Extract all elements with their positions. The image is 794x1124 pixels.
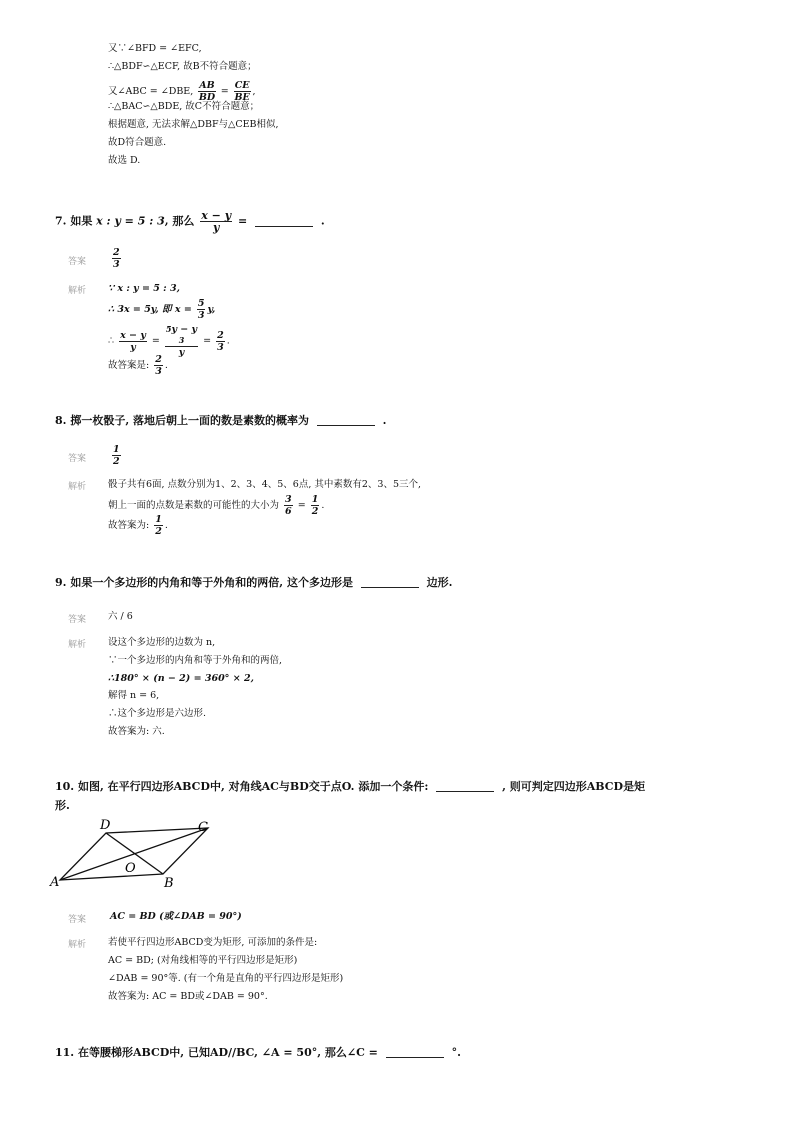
analysis-label: 解析	[68, 482, 87, 492]
vertex-label-C: C	[198, 820, 208, 835]
solution-line: 骰子共有6面, 点数分别为1、2、3、4、5、6点, 其中素数有2、3、5三个,	[108, 479, 422, 490]
question-9-stem: 9. 如果一个多边形的内角和等于外角和的两倍, 这个多边形是 边形.	[55, 576, 453, 589]
solution-line: ∠DAB = 90°等. (有一个角是直角的平行四边形是矩形)	[108, 973, 344, 984]
answer-blank	[317, 415, 375, 426]
solution-line: ∴180° × (n − 2) = 360° × 2,	[108, 673, 254, 684]
solution-line: 根据题意, 无法求解△DBF与△CEB相似,	[108, 119, 279, 130]
question-7-stem: 7. 如果 x : y = 5 : 3, 那么 $\frac{x - y}{y}$ = .	[55, 209, 325, 234]
solution-line: ∴△BDF∽△ECF, 故B不符合题意；	[108, 61, 257, 72]
solution-line: ∴这个多边形是六边形.	[108, 708, 207, 719]
solution-line: ∴ $\frac{x - y}{y}$ = $^5$y − y 3 y = $\frac{2}{3}$ .	[108, 324, 230, 358]
solution-line: 故D符合题意.	[108, 137, 167, 148]
question-8-stem: 8. 掷一枚骰子, 落地后朝上一面的数是素数的概率为 .	[55, 414, 387, 427]
vertex-label-D: D	[100, 818, 111, 833]
solution-line: 故答案为: $\frac{1}{2}$ .	[108, 514, 168, 537]
solution-line: 解得 n = 6,	[108, 690, 160, 701]
solution-line: 又∠ABC = ∠DBE, $\frac{AB}{BD}$ = $\frac{CE}{BE}$ ,	[108, 80, 256, 103]
answer-blank	[255, 216, 313, 227]
vertex-label-B: B	[164, 876, 174, 891]
solution-line: ∴ 3x = 5y, 即 x = $\frac{5}{3}$ y,	[108, 298, 216, 321]
answer-label: 答案	[68, 915, 87, 925]
solution-line: AC = BD; (对角线相等的平行四边形是矩形)	[108, 955, 298, 966]
answer-label: 答案	[68, 257, 87, 267]
solution-line: 又∵∠BFD = ∠EFC,	[108, 43, 202, 54]
analysis-label: 解析	[68, 286, 87, 296]
question-11-stem: 11. 在等腰梯形ABCD中, 已知AD//BC, ∠A = 50°, 那么∠C = °.	[55, 1046, 461, 1059]
answer-label: 答案	[68, 615, 87, 625]
answer-value: 六 / 6	[108, 611, 133, 622]
vertex-label-A: A	[50, 875, 60, 890]
solution-line: 故选 D.	[108, 155, 141, 166]
solution-line: 设这个多边形的边数为 n,	[108, 637, 216, 648]
question-10-stem-cont: 形.	[55, 799, 70, 812]
answer-value: AC = BD (或∠DAB = 90°)	[110, 911, 242, 922]
solution-line: ∵一个多边形的内角和等于外角和的两倍,	[108, 655, 283, 666]
analysis-label: 解析	[68, 640, 87, 650]
answer-blank	[436, 781, 494, 792]
answer-label: 答案	[68, 454, 87, 464]
fraction: $\frac{AB}{BD}$	[198, 80, 216, 103]
parallelogram-figure	[48, 816, 223, 892]
fraction: $\frac{x - y}{y}$	[201, 209, 232, 234]
question-10-stem: 10. 如图, 在平行四边形ABCD中, 对角线AC与BD交于点O. 添加一个条件: , 则可判定四边形ABCD是矩	[55, 780, 646, 793]
solution-line: 若使平行四边形ABCD变为矩形, 可添加的条件是:	[108, 937, 318, 948]
analysis-label: 解析	[68, 940, 87, 950]
answer-value: $\frac{2}{3}$	[113, 247, 120, 270]
answer-blank	[386, 1047, 444, 1058]
answer-blank	[361, 577, 419, 588]
vertex-label-O: O	[125, 861, 136, 876]
solution-line: 故答案为: 六.	[108, 726, 165, 737]
solution-line: ∴△BAC∽△BDE, 故C不符合题意；	[108, 101, 260, 112]
answer-value: $\frac{1}{2}$	[113, 444, 120, 467]
fraction: $\frac{CE}{BE}$	[234, 80, 250, 103]
solution-line: 故答案为: AC = BD或∠DAB = 90°.	[108, 991, 268, 1002]
solution-line: ∵ x : y = 5 : 3,	[108, 283, 180, 294]
solution-line: 朝上一面的点数是素数的可能性的大小为 $\frac{3}{6}$ = $\frac{1}{2}$ .	[108, 494, 325, 517]
solution-line: 故答案是: $\frac{2}{3}$ .	[108, 354, 168, 377]
